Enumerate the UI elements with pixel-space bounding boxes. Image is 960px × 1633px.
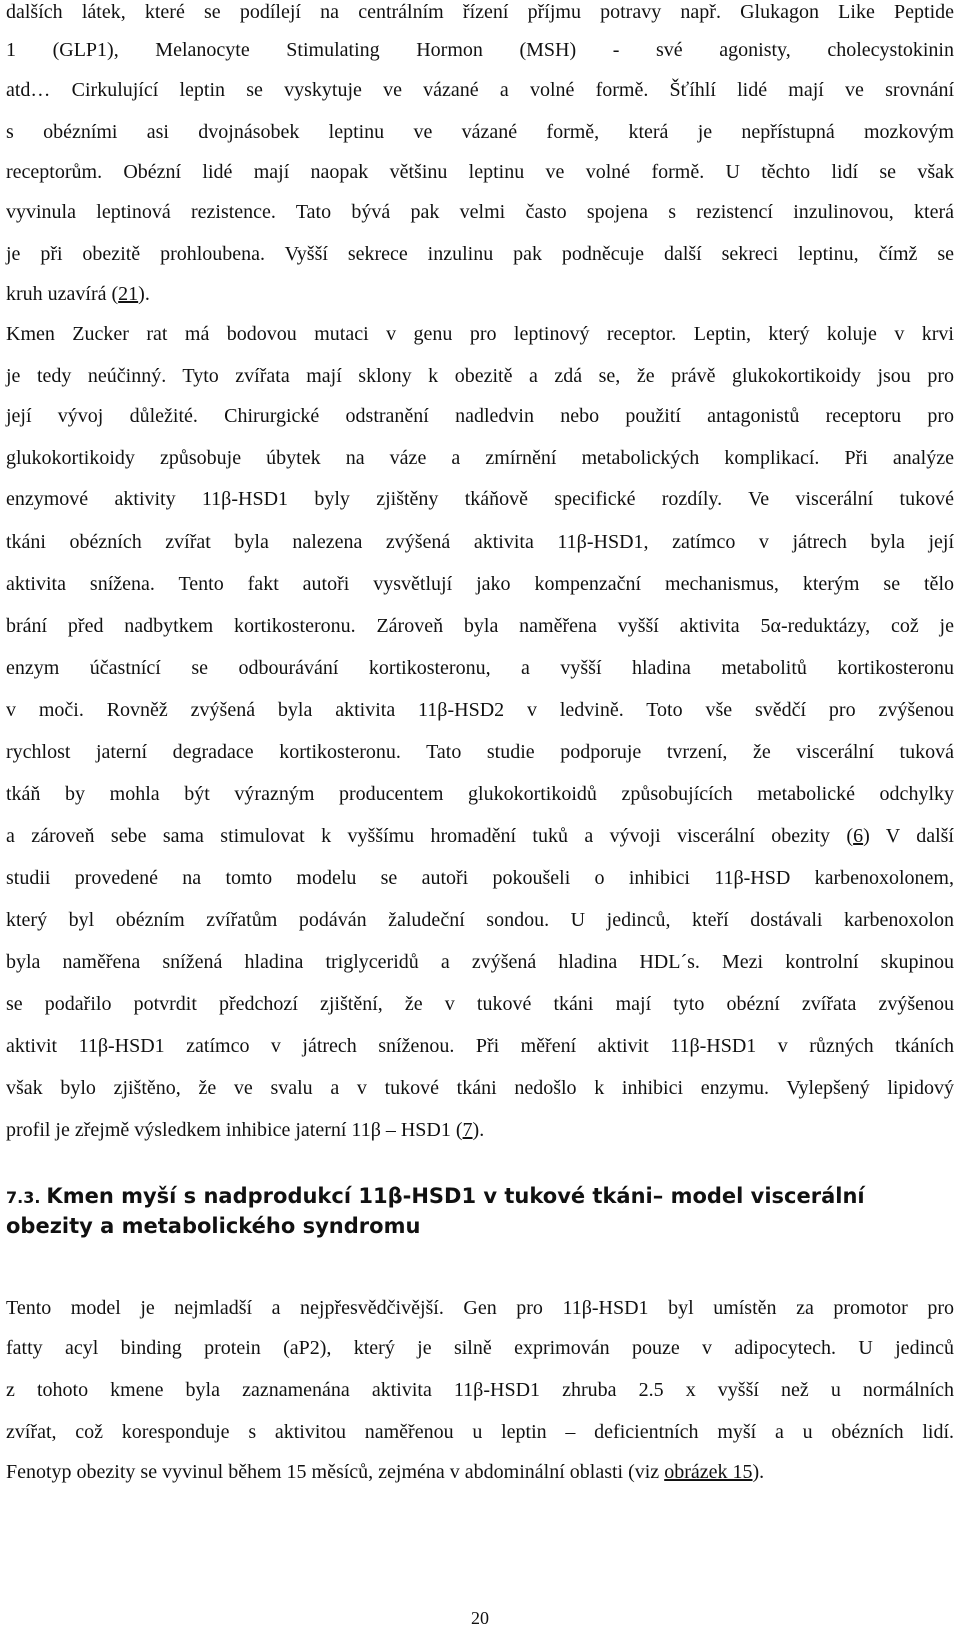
text-line: v moči. Rovněž zvýšená byla aktivita 11β-HSD2 v ledvině. Toto vše svědčí pro zvýšenou xyxy=(6,699,954,721)
text-fragment: a zároveň sebe sama stimulovat k vyššímu hromadění tuků a vývoji viscerální obezity ( xyxy=(6,825,854,847)
section-heading-continued xyxy=(6,1211,946,1241)
text-line: tkáni obézních zvířat byla nalezena zvýšená aktivita 11β-HSD1, zatímco v játrech byla její xyxy=(6,531,954,553)
text-line: 1 (GLP1), Melanocyte Stimulating Hormon (MSH) - své agonisty, cholecystokinin xyxy=(6,39,954,61)
text-line: rychlost jaterní degradace kortikosteronu. Tato studie podporuje tvrzení, že viscerální tuková xyxy=(6,741,954,763)
text-fragment: ). xyxy=(472,1119,485,1141)
text-fragment: Fenotyp obezity se vyvinul během 15 měsíců, zejména v abdominální oblasti (viz xyxy=(6,1461,665,1483)
citation-link[interactable]: 6 xyxy=(853,825,864,847)
section-heading xyxy=(6,1181,946,1213)
text-line: enzymové aktivity 11β-HSD1 byly zjištěny tkáňově specifické rozdíly. Ve viscerální tukové xyxy=(6,488,954,510)
text-line: receptorům. Obézní lidé mají naopak většinu leptinu ve volné formě. U těchto lidí se však xyxy=(6,161,954,183)
text-line: zvířat, což koresponduje s aktivitou naměřenou u leptin – deficientních myší a u obézních lidí. xyxy=(6,1421,954,1443)
text-line: atd… Cirkulující leptin se vyskytuje ve vázané a volné formě. Šťíhlí lidé mají ve srovnání xyxy=(6,79,954,101)
text-line: který byl obézním zvířatům podáván žaludeční sondou. U jedinců, kteří dostávali karbenoxolon xyxy=(6,909,954,931)
text-line: glukokortikoidy způsobuje úbytek na váze a zmírnění metabolických komplikací. Při analýze xyxy=(6,447,954,469)
text-line: enzym účastnící se odbourávání kortikosteronu, a vyšší hladina metabolitů kortikosteronu xyxy=(6,657,954,679)
text-line: dalších látek, které se podílejí na centrálním řízení příjmu potravy např. Glukagon Like Peptide xyxy=(6,1,954,23)
text-line: její vývoj důležité. Chirurgické odstranění nadledvin nebo použití antagonistů receptoru pro xyxy=(6,405,954,427)
text-line: Kmen Zucker rat má bodovou mutaci v genu pro leptinový receptor. Leptin, který koluje v krvi xyxy=(6,323,954,345)
page-number: 20 xyxy=(471,1608,489,1628)
text-line xyxy=(6,282,150,306)
text-line xyxy=(6,824,954,848)
text-line xyxy=(6,1460,764,1484)
text-fragment: kruh uzavírá ( xyxy=(6,283,119,305)
text-line: aktivita snížena. Tento fakt autoři vysvětlují jako kompenzační mechanismus, kterým se tělo xyxy=(6,573,954,595)
text-line: fatty acyl binding protein (aP2), který je silně exprimován pouze v adipocytech. U jedinců xyxy=(6,1337,954,1359)
text-line: vyvinula leptinová rezistence. Tato bývá pak velmi často spojena s rezistencí inzulinovou, která xyxy=(6,201,954,223)
citation-link[interactable]: 21 xyxy=(118,283,139,305)
text-line: Tento model je nejmladší a nejpřesvědčivější. Gen pro 11β-HSD1 byl umístěn za promotor pro xyxy=(6,1297,954,1319)
text-line xyxy=(6,1118,484,1142)
section-title-line1: Kmen myší s nadprodukcí 11β-HSD1 v tukové tkáni– model viscerální xyxy=(46,1184,865,1208)
figure-link[interactable]: obrázek 15 xyxy=(664,1461,753,1483)
text-line: s obézními asi dvojnásobek leptinu ve vázané formě, která je nepřístupná mozkovým xyxy=(6,121,954,143)
text-fragment: ). xyxy=(752,1461,765,1483)
text-line: tkáň by mohla být výrazným producentem glukokortikoidů způsobujících metabolické odchylky xyxy=(6,783,954,805)
section-title-line2: obezity a metabolického syndromu xyxy=(6,1214,421,1238)
text-fragment: profil je zřejmě výsledkem inhibice jaterní 11β – HSD1 ( xyxy=(6,1119,463,1141)
text-line: se podařilo potvrdit předchozí zjištění, že v tukové tkáni mají tyto obézní zvířata zvýšenou xyxy=(6,993,954,1015)
text-line: však bylo zjištěno, že ve svalu a v tukové tkáni nedošlo k inhibici enzymu. Vylepšený lipidový xyxy=(6,1077,954,1099)
text-line: je při obezitě prohloubena. Vyšší sekrece inzulinu pak podněcuje další sekreci leptinu, čímž se xyxy=(6,243,954,265)
text-line: je tedy neúčinný. Tyto zvířata mají sklony k obezitě a zdá se, že právě glukokortikoidy jsou pro xyxy=(6,365,954,387)
text-fragment: ) V další xyxy=(863,825,954,847)
text-line: brání před nadbytkem kortikosteronu. Zároveň byla naměřena vyšší aktivita 5α-reduktázy, což je xyxy=(6,615,954,637)
text-fragment: ). xyxy=(138,283,150,305)
section-number: 7.3. xyxy=(6,1188,41,1207)
text-line: aktivit 11β-HSD1 zatímco v játrech sníženou. Při měření aktivit 11β-HSD1 v různých tkáních xyxy=(6,1035,954,1057)
text-line: byla naměřena snížená hladina triglyceridů a zvýšená hladina HDL´s. Mezi kontrolní skupinou xyxy=(6,951,954,973)
text-line: studii provedené na tomto modelu se autoři pokoušeli o inhibici 11β-HSD karbenoxolonem, xyxy=(6,867,954,889)
citation-link[interactable]: 7 xyxy=(462,1119,473,1141)
text-line: z tohoto kmene byla zaznamenána aktivita 11β-HSD1 zhruba 2.5 x vyšší než u normálních xyxy=(6,1379,954,1401)
